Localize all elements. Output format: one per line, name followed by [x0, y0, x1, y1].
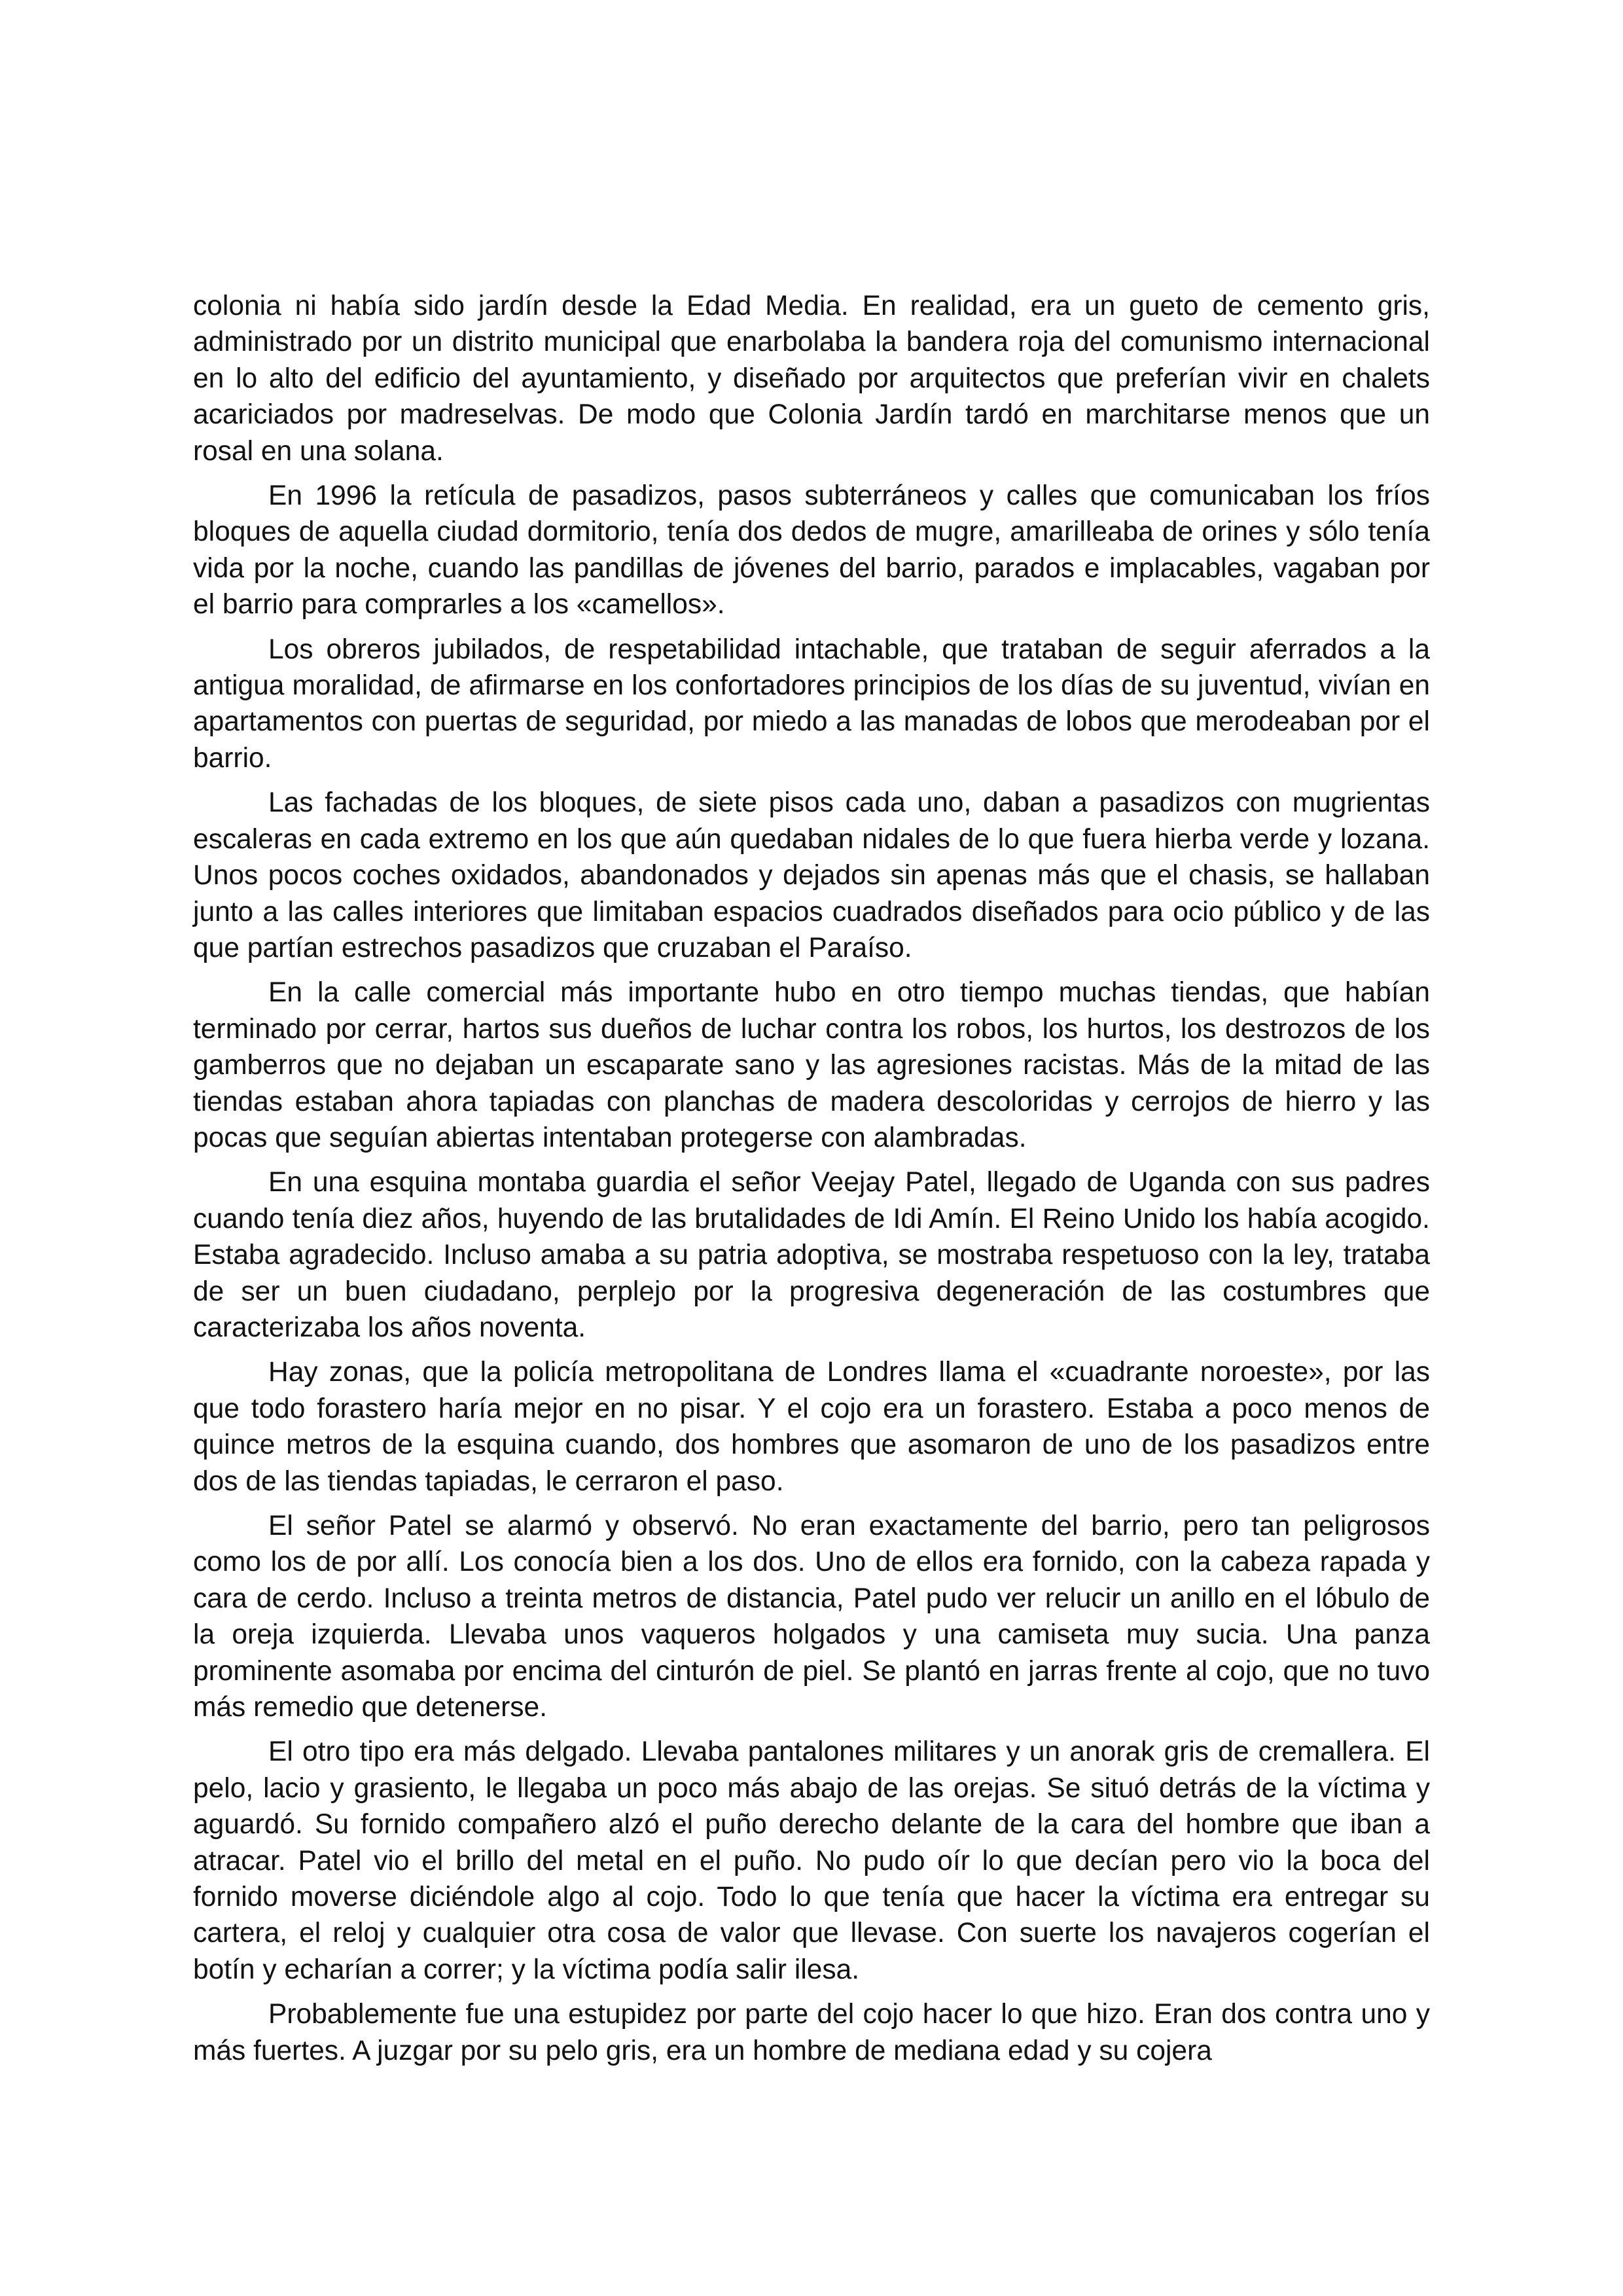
paragraph: colonia ni había sido jardín desde la Edad Media. En realidad, era un gueto de cemento gris, administrado por un distrito municipal que enarbolaba la bandera roja del comunismo internacional en lo alto del edificio del ayuntamiento, y diseñado por arquitectos que preferían vivir en chalets acariciados por madreselvas. De modo que Colonia Jardín tardó en marchitarse menos que un rosal en una solana.	[193, 291, 1430, 467]
paragraph: Las fachadas de los bloques, de siete pisos cada uno, daban a pasadizos con mugrientas escaleras en cada extremo en los que aún quedaban nidales de lo que fuera hierba verde y lozana. Unos pocos coches oxidados, abandonados y dejados sin apenas más que el chasis, se hallaban junto a las calles interiores que limitaban espacios cuadrados diseñados para ocio público y de las que partían estrechos pasadizos que cruzaban el Paraíso.	[193, 787, 1430, 963]
paragraph: Los obreros jubilados, de respetabilidad intachable, que trataban de seguir aferrados a la antigua moralidad, de afirmarse en los confortadores principios de los días de su juventud, vivían en apartamentos con puertas de seguridad, por miedo a las manadas de lobos que merodeaban por el barrio.	[193, 634, 1430, 774]
paragraph: En 1996 la retícula de pasadizos, pasos subterráneos y calles que comunicaban los fríos bloques de aquella ciudad dormitorio, tenía dos dedos de mugre, amarilleaba de orines y sólo tenía vida por la noche, cuando las pandillas de jóvenes del barrio, parados e implacables, vagaban por el barrio para comprarles a los «camellos».	[193, 480, 1430, 620]
paragraph: El otro tipo era más delgado. Llevaba pantalones militares y un anorak gris de cremallera. El pelo, lacio y grasiento, le llegaba un poco más abajo de las orejas. Se situó detrás de la víctima y aguardó. Su fornido compañero alzó el puño derecho delante de la cara del hombre que iban a atracar. Patel vio el brillo del metal en el puño. No pudo oír lo que decían pero vio la boca del fornido moverse diciéndole algo al cojo. Todo lo que tenía que hacer la víctima era entregar su cartera, el reloj y cualquier otra cosa de valor que llevase. Con suerte los navajeros cogerían el botín y echarían a correr; y la víctima podía salir ilesa.	[193, 1736, 1430, 1985]
body-text	[193, 288, 1430, 2077]
paragraph: El señor Patel se alarmó y observó. No eran exactamente del barrio, pero tan peligrosos como los de por allí. Los conocía bien a los dos. Uno de ellos era fornido, con la cabeza rapada y cara de cerdo. Incluso a treinta metros de distancia, Patel pudo ver relucir un anillo en el lóbulo de la oreja izquierda. Llevaba unos vaqueros holgados y una camiseta muy sucia. Una panza prominente asomaba por encima del cinturón de piel. Se plantó en jarras frente al cojo, que no tuvo más remedio que detenerse.	[193, 1511, 1430, 1723]
paragraph: Probablemente fue una estupidez por parte del cojo hacer lo que hizo. Eran dos contra uno y más fuertes. A juzgar por su pelo gris, era un hombre de mediana edad y su cojera	[193, 1999, 1430, 2066]
paragraph: Hay zonas, que la policía metropolitana de Londres llama el «cuadrante noroeste», por las que todo forastero haría mejor en no pisar. Y el cojo era un forastero. Estaba a poco menos de quince metros de la esquina cuando, dos hombres que asomaron de uno de los pasadizos entre dos de las tiendas tapiadas, le cerraron el paso.	[193, 1357, 1430, 1497]
paragraph: En la calle comercial más importante hubo en otro tiempo muchas tiendas, que habían terminado por cerrar, hartos sus dueños de luchar contra los robos, los hurtos, los destrozos de los gamberros que no dejaban un escaparate sano y las agresiones racistas. Más de la mitad de las tiendas estaban ahora tapiadas con planchas de madera descoloridas y cerrojos de hierro y las pocas que seguían abiertas intentaban protegerse con alambradas.	[193, 977, 1430, 1153]
paragraph: En una esquina montaba guardia el señor Veejay Patel, llegado de Uganda con sus padres cuando tenía diez años, huyendo de las brutalidades de Idi Amín. El Reino Unido los había acogido. Estaba agradecido. Incluso amaba a su patria adoptiva, se mostraba respetuoso con la ley, trataba de ser un buen ciudadano, perplejo por la progresiva degeneración de las costumbres que caracterizaba los años noventa.	[193, 1167, 1430, 1343]
